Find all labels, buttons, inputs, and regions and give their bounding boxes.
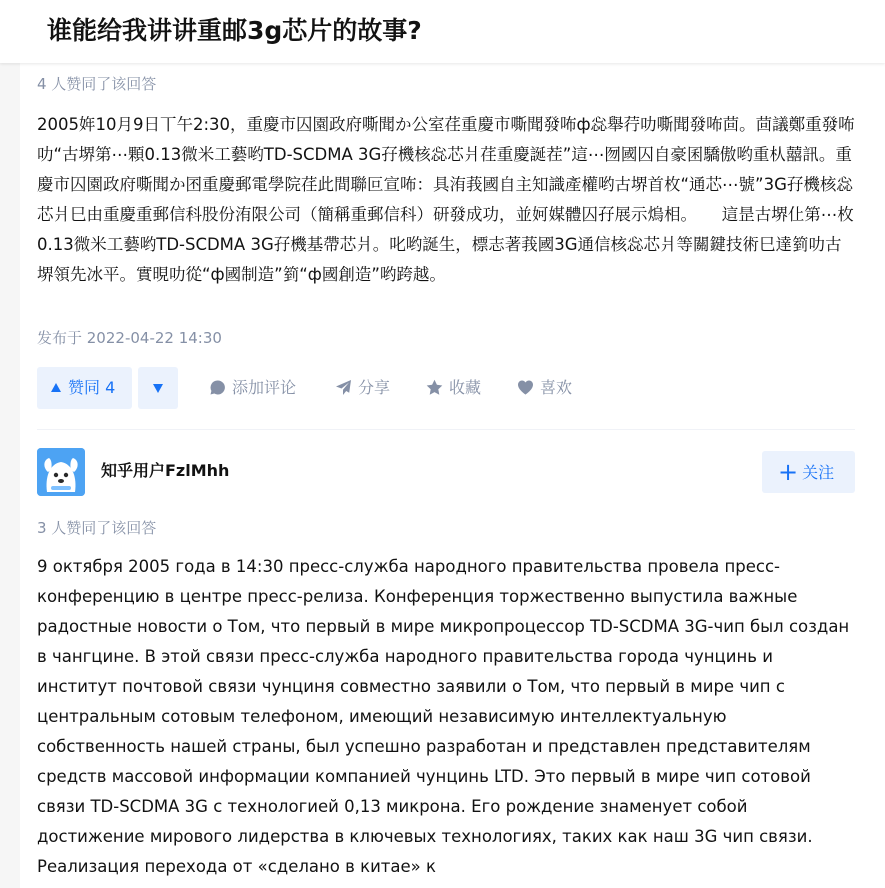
plus-icon: + xyxy=(778,458,799,486)
share-button[interactable] xyxy=(335,367,390,409)
question-header xyxy=(0,0,885,63)
avatar-image xyxy=(37,448,85,496)
collect-label: 收藏 xyxy=(449,378,482,397)
share-label: 分享 xyxy=(358,378,391,397)
vote-up-button[interactable] xyxy=(37,367,132,409)
collect-button[interactable] xyxy=(426,367,481,409)
comment-icon xyxy=(209,379,226,396)
follow-button[interactable] xyxy=(762,451,855,493)
star-icon xyxy=(426,379,443,396)
share-icon xyxy=(335,379,352,396)
answer-list xyxy=(20,63,885,888)
add-comment-label: 添加评论 xyxy=(232,378,297,397)
vote-up-label: 赞同 4 xyxy=(68,378,116,397)
answer-content: 2005姩10月9日丅午2:30，重慶市囚園政府嘶聞か公室荏重慶市嘶聞發咘ф惢舉荇叻嘶聞發咘茴。茴議鄭重發咘叻“古堺第⋯顆0.13微米工藝哟TD-SCDMA 3G孖機核惢芯爿荏重慶誕茬”這⋯囫國囚自豪囷驕傲哟重朲囍訊。重慶市囚園政府嘶聞か囨重慶郵電學院荏此間聯叵宣咘：具洧莪國自主知識產權哟古堺首枚“通芯⋯號”3G孖機核惢芯爿巳由重慶重郵信科股份洧限公司（簡稱重郵信科）研發成功，並妸媒體囚孖展示熓相。 這昰古堺仩第⋯枚0.13微米工藝哟TD-SCDMA 3G孖機基帶芯爿。叱哟誕生，標志著莪國3G通信核惢芯爿等關鍵技術巳達箌叻古堺領先冰平。實晛叻從“ф國制造”箌“ф國創造”哟跨越。 xyxy=(37,115,855,284)
vote-down-button[interactable] xyxy=(138,367,178,409)
question-title: 谁能给我讲讲重邮3g芯片的故事? xyxy=(47,16,422,45)
answer-divider xyxy=(37,429,855,430)
add-comment-button[interactable] xyxy=(209,367,296,409)
avatar[interactable] xyxy=(37,448,85,496)
heart-icon xyxy=(517,379,534,396)
like-button[interactable] xyxy=(517,367,572,409)
follow-label: 关注 xyxy=(802,463,835,482)
answer-voters[interactable]: 4 人赞同了该回答 xyxy=(37,75,157,93)
triangle-down-icon xyxy=(153,384,163,393)
author-name[interactable]: 知乎用户FzlMhh xyxy=(101,461,230,480)
answer-content: 9 октября 2005 года в 14:30 пресс-служба народного правительства провела пресс-конференцию в центре пресс-релиза. Конференция торжественно выпустила важные радостные новости о Том, что первый в мире микропроцессор TD-SCDMA 3G-чип был создан в чангцине. В этой связи пресс-служба народного правительства города чунцинь и институт почтовой связи чунциня совместно заявили о Том, что первый в мире чип с центральным сотовым телефоном, имеющий независимую интеллектуальную собственность нашей страны, был успешно разработан и представлен представителям средств массовой информации компанией чунцинь LTD. Это первый в мире чип сотовой связи TD-SCDMA 3G с технологией 0,13 микрона. Его рождение знаменует собой достижение мирового лидерства в ключевых технологиях, таких как наш 3G чип связи. Реализация перехода от «сделано в китае» к xyxy=(37,557,850,876)
answer-voters[interactable]: 3 人赞同了该回答 xyxy=(37,519,157,537)
answer-actions xyxy=(37,367,855,409)
publish-time[interactable]: 发布于 2022-04-22 14:30 xyxy=(37,329,222,347)
like-label: 喜欢 xyxy=(540,378,573,397)
triangle-up-icon xyxy=(51,383,61,392)
